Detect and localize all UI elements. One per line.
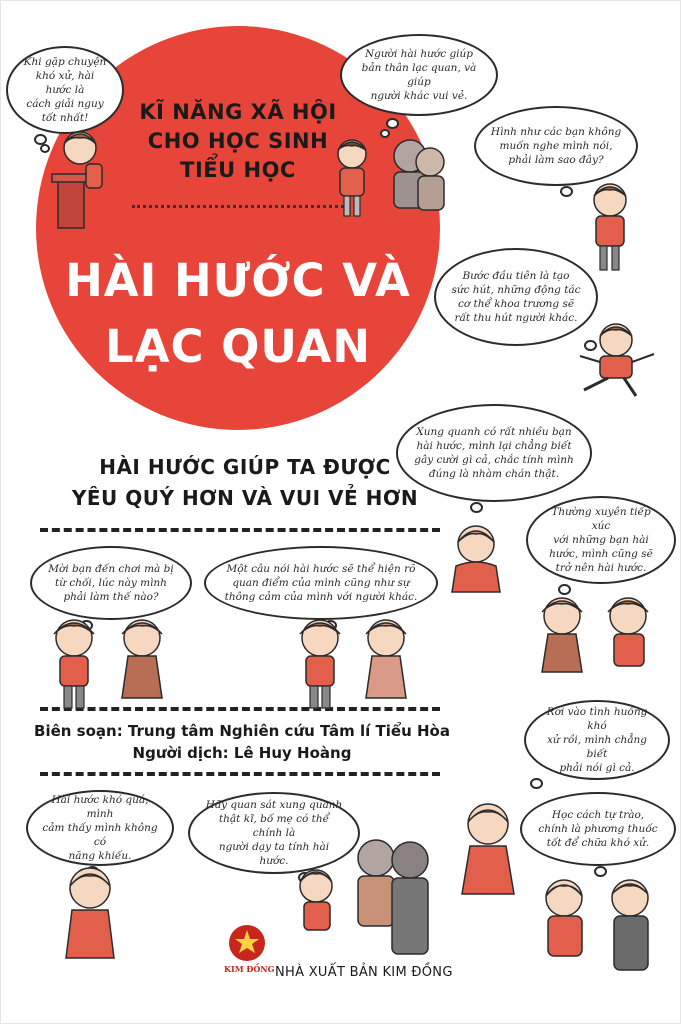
parents-joking-illustration — [534, 874, 664, 984]
subtitle-line-2: YÊU QUÝ HƠN VÀ VUI VẺ HƠN — [71, 486, 419, 510]
two-kids-laughing-illustration — [528, 590, 668, 690]
bubble-tail — [560, 186, 573, 197]
speech-bubble-text: Xung quanh có rất nhiều bạn hài hước, mình lại chẳng biết gây cười gì cả, chắc tính mình đúng là nhàm chán thật. — [414, 426, 574, 480]
speech-bubble — [204, 546, 438, 620]
series-title — [108, 98, 368, 185]
title-line-1: HÀI HƯỚC VÀ — [65, 254, 411, 307]
dashed-divider-top — [40, 528, 440, 532]
speech-bubble-text: Mời bạn đến chơi mà bị từ chối, lúc này mình phải làm thế nào? — [48, 563, 174, 603]
girl-thinking-illustration — [56, 862, 126, 974]
translator-credit: Người dịch: Lê Huy Hoàng — [132, 744, 352, 762]
book-title — [58, 248, 418, 380]
series-line-2: CHO HỌC SINH — [147, 129, 329, 153]
family-illustration — [286, 838, 436, 962]
speech-bubble-text: Hài hước khó quá, mình cảm thấy mình không có năng khiếu. — [42, 794, 158, 862]
dashed-divider-credits-bottom — [40, 772, 440, 776]
girl-sitting-sad-illustration — [446, 522, 506, 602]
publisher-name: NHÀ XUẤT BẢN KIM ĐỒNG — [275, 965, 453, 980]
speech-bubble-text: Bước đầu tiên là tạo sức hút, những động tác cơ thể khoa trương sẽ rất thu hút người khác. — [451, 270, 581, 324]
speech-bubble-text: Hãy quan sát xung quanh thật kĩ, bố mẹ có thể chính là người dạy ta tính hài hước. — [205, 799, 343, 867]
boy-at-podium-illustration — [40, 124, 110, 234]
girl-awkward-illustration — [456, 798, 520, 904]
book-subtitle — [30, 452, 460, 514]
title-line-2: LẠC QUAN — [104, 320, 372, 373]
speech-bubble-text: Rơi vào tình huống khó xử rồi, mình chẳng biết phải nói gì cả. — [546, 706, 648, 774]
bubble-tail — [470, 502, 483, 513]
boy-worried-illustration — [582, 180, 642, 276]
compiler-credit: Biên soạn: Trung tâm Nghiên cứu Tâm lí Tiểu Hòa — [34, 722, 450, 740]
speech-bubble — [26, 790, 174, 866]
subtitle-line-1: HÀI HƯỚC GIÚP TA ĐƯỢC — [99, 455, 391, 479]
kids-group-illustration — [330, 132, 450, 232]
speech-bubble-text: Khi gặp chuyện khó xử, hài hước là cách giải nguy tốt nhất! — [23, 56, 107, 124]
kids-declining-illustration — [40, 612, 180, 712]
boy-jumping-illustration — [572, 320, 662, 400]
speech-bubble — [520, 792, 676, 866]
logo-text: KIM ĐỒNG — [224, 964, 275, 974]
speech-bubble — [6, 46, 124, 134]
speech-bubble-text: Người hài hước giúp bản thân lạc quan, và giúp người khác vui vẻ. — [361, 48, 477, 102]
dotted-divider — [132, 205, 344, 208]
kids-chatting-illustration — [286, 612, 426, 712]
speech-bubble — [474, 106, 638, 186]
speech-bubble-text: Hình như các bạn không muốn nghe mình nói, phải làm sao đây? — [490, 126, 622, 166]
speech-bubble-text: Học cách tự trào, chính là phương thuốc tốt để chữa khó xử. — [538, 809, 658, 849]
speech-bubble-text: Thường xuyên tiếp xúc với những bạn hài hước, mình cũng sẽ trở nên hài hước. — [549, 506, 653, 574]
speech-bubble — [526, 496, 676, 584]
credits — [32, 720, 452, 764]
speech-bubble — [524, 700, 670, 780]
speech-bubble — [30, 546, 192, 620]
bubble-tail — [386, 118, 399, 129]
speech-bubble-text: Một câu nói hài hước sẽ thể hiện rõ quan điểm của mình cũng như sự thông cảm của mình với người khác. — [224, 563, 418, 603]
bubble-tail — [530, 778, 543, 789]
speech-bubble — [340, 34, 498, 116]
speech-bubble — [396, 404, 592, 502]
series-line-1: KĨ NĂNG XÃ HỘI — [139, 100, 337, 124]
series-line-3: TIỂU HỌC — [180, 158, 296, 182]
